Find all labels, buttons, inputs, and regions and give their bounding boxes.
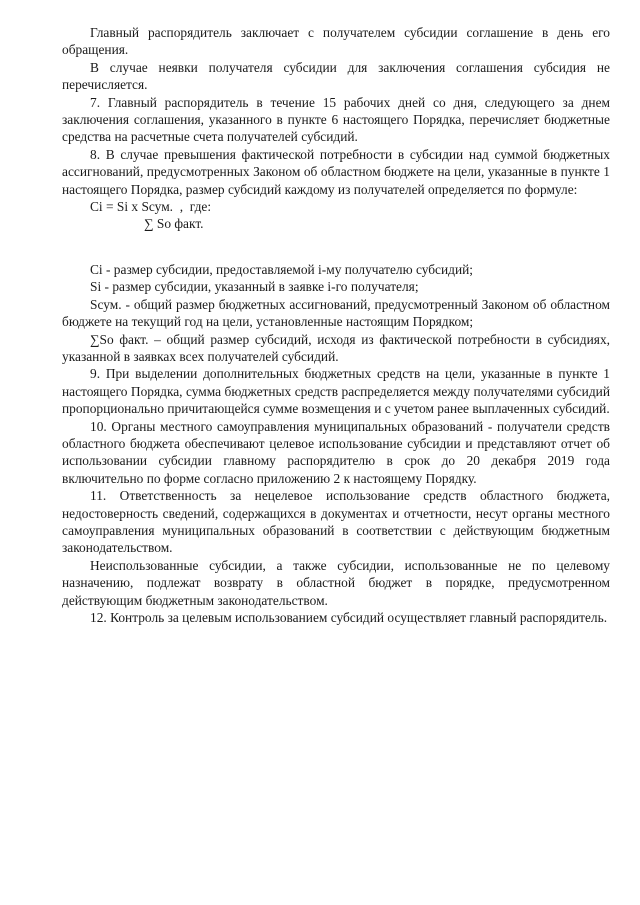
paragraph-no-show: В случае неявки получателя субсидии для заключения соглашения субсидия не перечисляется. [62, 59, 610, 93]
definition-ssum: Sсум. - общий размер бюджетных ассигнований, предусмотренный Законом об областном бюджете на текущий год на цели, установленные настоящим Порядком; [62, 296, 610, 330]
formula-denominator: ∑ So факт. [144, 216, 204, 232]
definition-so: ∑So факт. – общий размер субсидий, исходя из фактической потребности в субсидиях, указанной в заявках всех получателей субсидий. [62, 331, 610, 364]
paragraph-8: 8. В случае превышения фактической потребности в субсидии над суммой бюджетных ассигнований, предусмотренных Законом об областном бюджете на цели, указанные в пункте 1 настоящего Порядка, размер субсидий каждому из получателей определяется по формуле: [62, 146, 610, 197]
paragraph-11: 11. Ответственность за нецелевое использование средств областного бюджета, недостоверность сведений, содержащихся в документах и отчетности, несут органы местного самоуправления муниципальных образований в соответствии с действующим бюджетным законодательством. [62, 488, 610, 556]
paragraph-11-unused: Неиспользованные субсидии, а также субсидии, использованные не по целевому назначению, подлежат возврату в областной бюджет в порядке, предусмотренном действующим бюджетным законодательством. [62, 557, 610, 608]
definition-ci: Ci - размер субсидии, предоставляемой i-му получателю субсидий; [90, 261, 474, 277]
paragraph-12: 12. Контроль за целевым использованием субсидий осуществляет главный распорядитель. [90, 610, 608, 625]
paragraph-7: 7. Главный распорядитель в течение 15 рабочих дней со дня, следующего за днем заключения соглашения, указанного в пункте 6 настоящего Порядка, перечисляет бюджетные средства на расчетные счета получателей субсидий. [62, 94, 610, 145]
document-body [62, 24, 610, 626]
paragraph-agreement: Главный распорядитель заключает с получателем субсидии соглашение в день его обращения. [62, 25, 610, 58]
definition-si: Si - размер субсидии, указанный в заявке i-го получателя; [90, 279, 419, 295]
paragraph-9: 9. При выделении дополнительных бюджетных средств на цели, указанные в пункте 1 настоящего Порядка, сумма бюджетных средств распределяется между получателями субсидий пропорционально причитающейся сумме возмещения и с учетом ранее выплаченных субсидий. [62, 366, 610, 417]
spacer [62, 233, 610, 261]
paragraph-10: 10. Органы местного самоуправления муниципальных образований - получатели средств областного бюджета обеспечивают целевое использование субсидии и представляют отчет об использовании субсидии главному распорядителю в срок до 20 декабря 2019 года включительно по форме согласно приложению 2 к настоящему Порядку. [62, 418, 610, 486]
formula-line: Ci = Si x Sсум. , где: [90, 199, 212, 215]
